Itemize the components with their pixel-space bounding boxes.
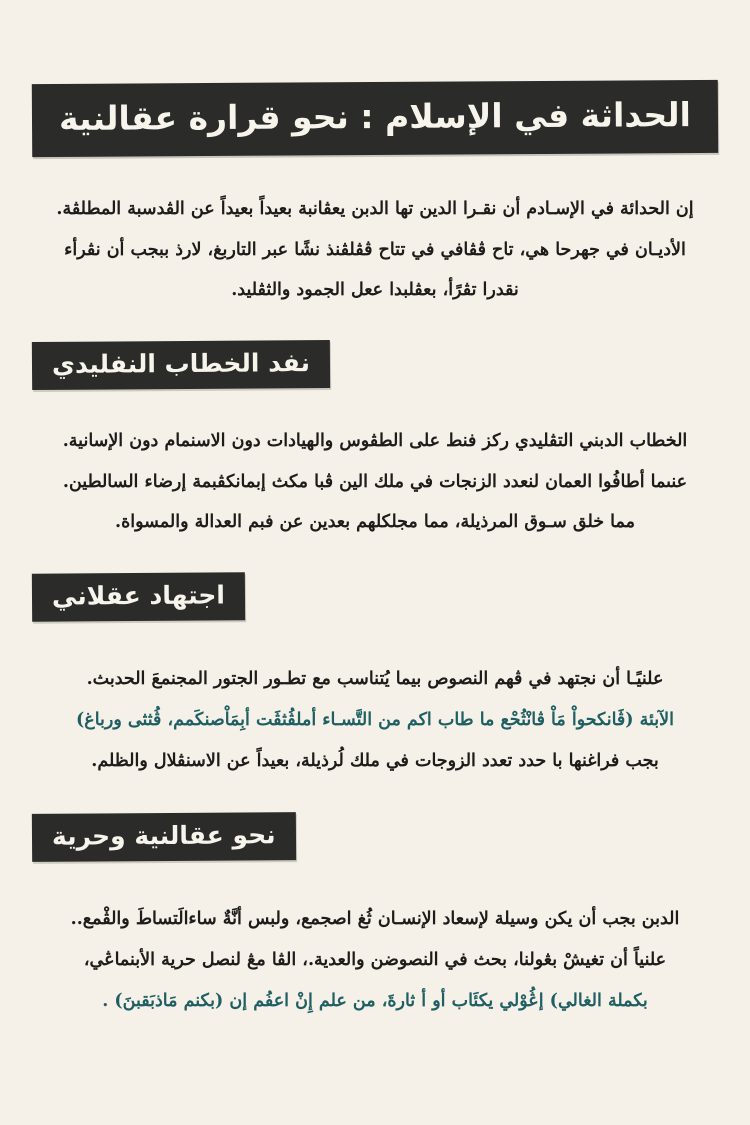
section-paragraph-2: [32, 659, 718, 781]
section-paragraph-1: [32, 421, 718, 543]
paragraph-line: علنياً أن تغيشْ بڠولنا، بحث في النصوضن والعدية.، الڤا مڠ لنصل حرية الأبنماڠي،: [83, 949, 667, 970]
section-paragraph-3: [32, 899, 718, 1021]
paragraph-line: نقدرا تڤرًأ، بعڤلبدا ععل الجمود والثڤليد.: [231, 280, 519, 301]
paragraph-line: مما خلق سـوق المرذيلة، مما مجلكلهم بعدين عن فبم العدالة والمسواة.: [115, 512, 635, 533]
spacer: [32, 861, 718, 899]
quoted-verse-line: الآبئة (ڤَانكحواْ مَاْ ڤانْثُحْع ما طاب اكم من التَّسـاء أملڤُثڤَت أبِمَاْصنكَمم، ڤُثثى ورباغ): [75, 709, 675, 730]
section-banner: [32, 340, 330, 390]
paragraph-line: الأديـان في جهرحا هي، تاح ڤڤافي في تتاح ڤڤلڤنذ نشًا عبر التاربغ، لارذ ببجب أن نڤرأء: [64, 239, 686, 260]
spacer: [32, 781, 718, 813]
section-banner: [32, 812, 296, 862]
document-title-banner: [32, 80, 718, 157]
section-heading-banner-3: [6, 813, 718, 861]
spacer: [32, 621, 718, 659]
paragraph-line: الدبن بجب أن يكن وسيلة لإسعاد الإنسـان ثُغ اصجمع، ولبس أنَّةٌ ساءالَتساطَ والڤْمع..: [70, 909, 680, 930]
paragraph-line: بجب فراغنها با حدد تعدد الزوجات في ملك لُرذيلة، بعيداً عن الاسنڤلال والظلم.: [91, 750, 659, 771]
spacer: [32, 543, 718, 573]
paragraph-line: إن الحدائة في الإسـادم أن نقـرا الدين تها الدبن يعڤانبة بعيداً بعيداً عن الڤدسبة المطلڤة.: [56, 199, 694, 220]
quoted-reference-line: بكملة الغالي) إڠُوْلي يكئَاب أو أ ثارةَ، من علم إِنْ اعفُم إن (بكنم مَاذبَقبنَ) .: [102, 990, 648, 1011]
section-heading-label: اجتهاد عقلاني: [51, 580, 226, 611]
page-title: الحداثة في الإسلام : نحو قرارة عقالنية: [58, 95, 691, 138]
section-banner: [32, 572, 245, 622]
section-heading-banner-1: [10, 341, 718, 389]
paragraph-line: علنيًـا أن نجتهد في ڤهم النصوص بيما يُتناسب مع تطـور الجتور المجنمعَ الحدبث.: [86, 669, 664, 690]
section-heading-label: نفد الخطاب النفليدي: [51, 348, 311, 379]
intro-paragraph: [32, 189, 718, 311]
paragraph-line: عنىما أطافُوا العمان لنعدد الزنجات في ملك الين ڤبا مكث إبمانكڤبمة إرضاء السالطين.: [62, 471, 688, 492]
section-heading-banner-2: [0, 573, 718, 621]
paragraph-line: الخطاب الدبني التڤليدي ركز فنط على الطڤوس والهيادات دون الاسنمام دون الإسانية.: [62, 431, 688, 452]
spacer: [32, 389, 718, 421]
spacer: [32, 155, 718, 189]
spacer: [32, 311, 718, 341]
section-heading-label: نحو عقالنية وحرية: [51, 820, 276, 851]
